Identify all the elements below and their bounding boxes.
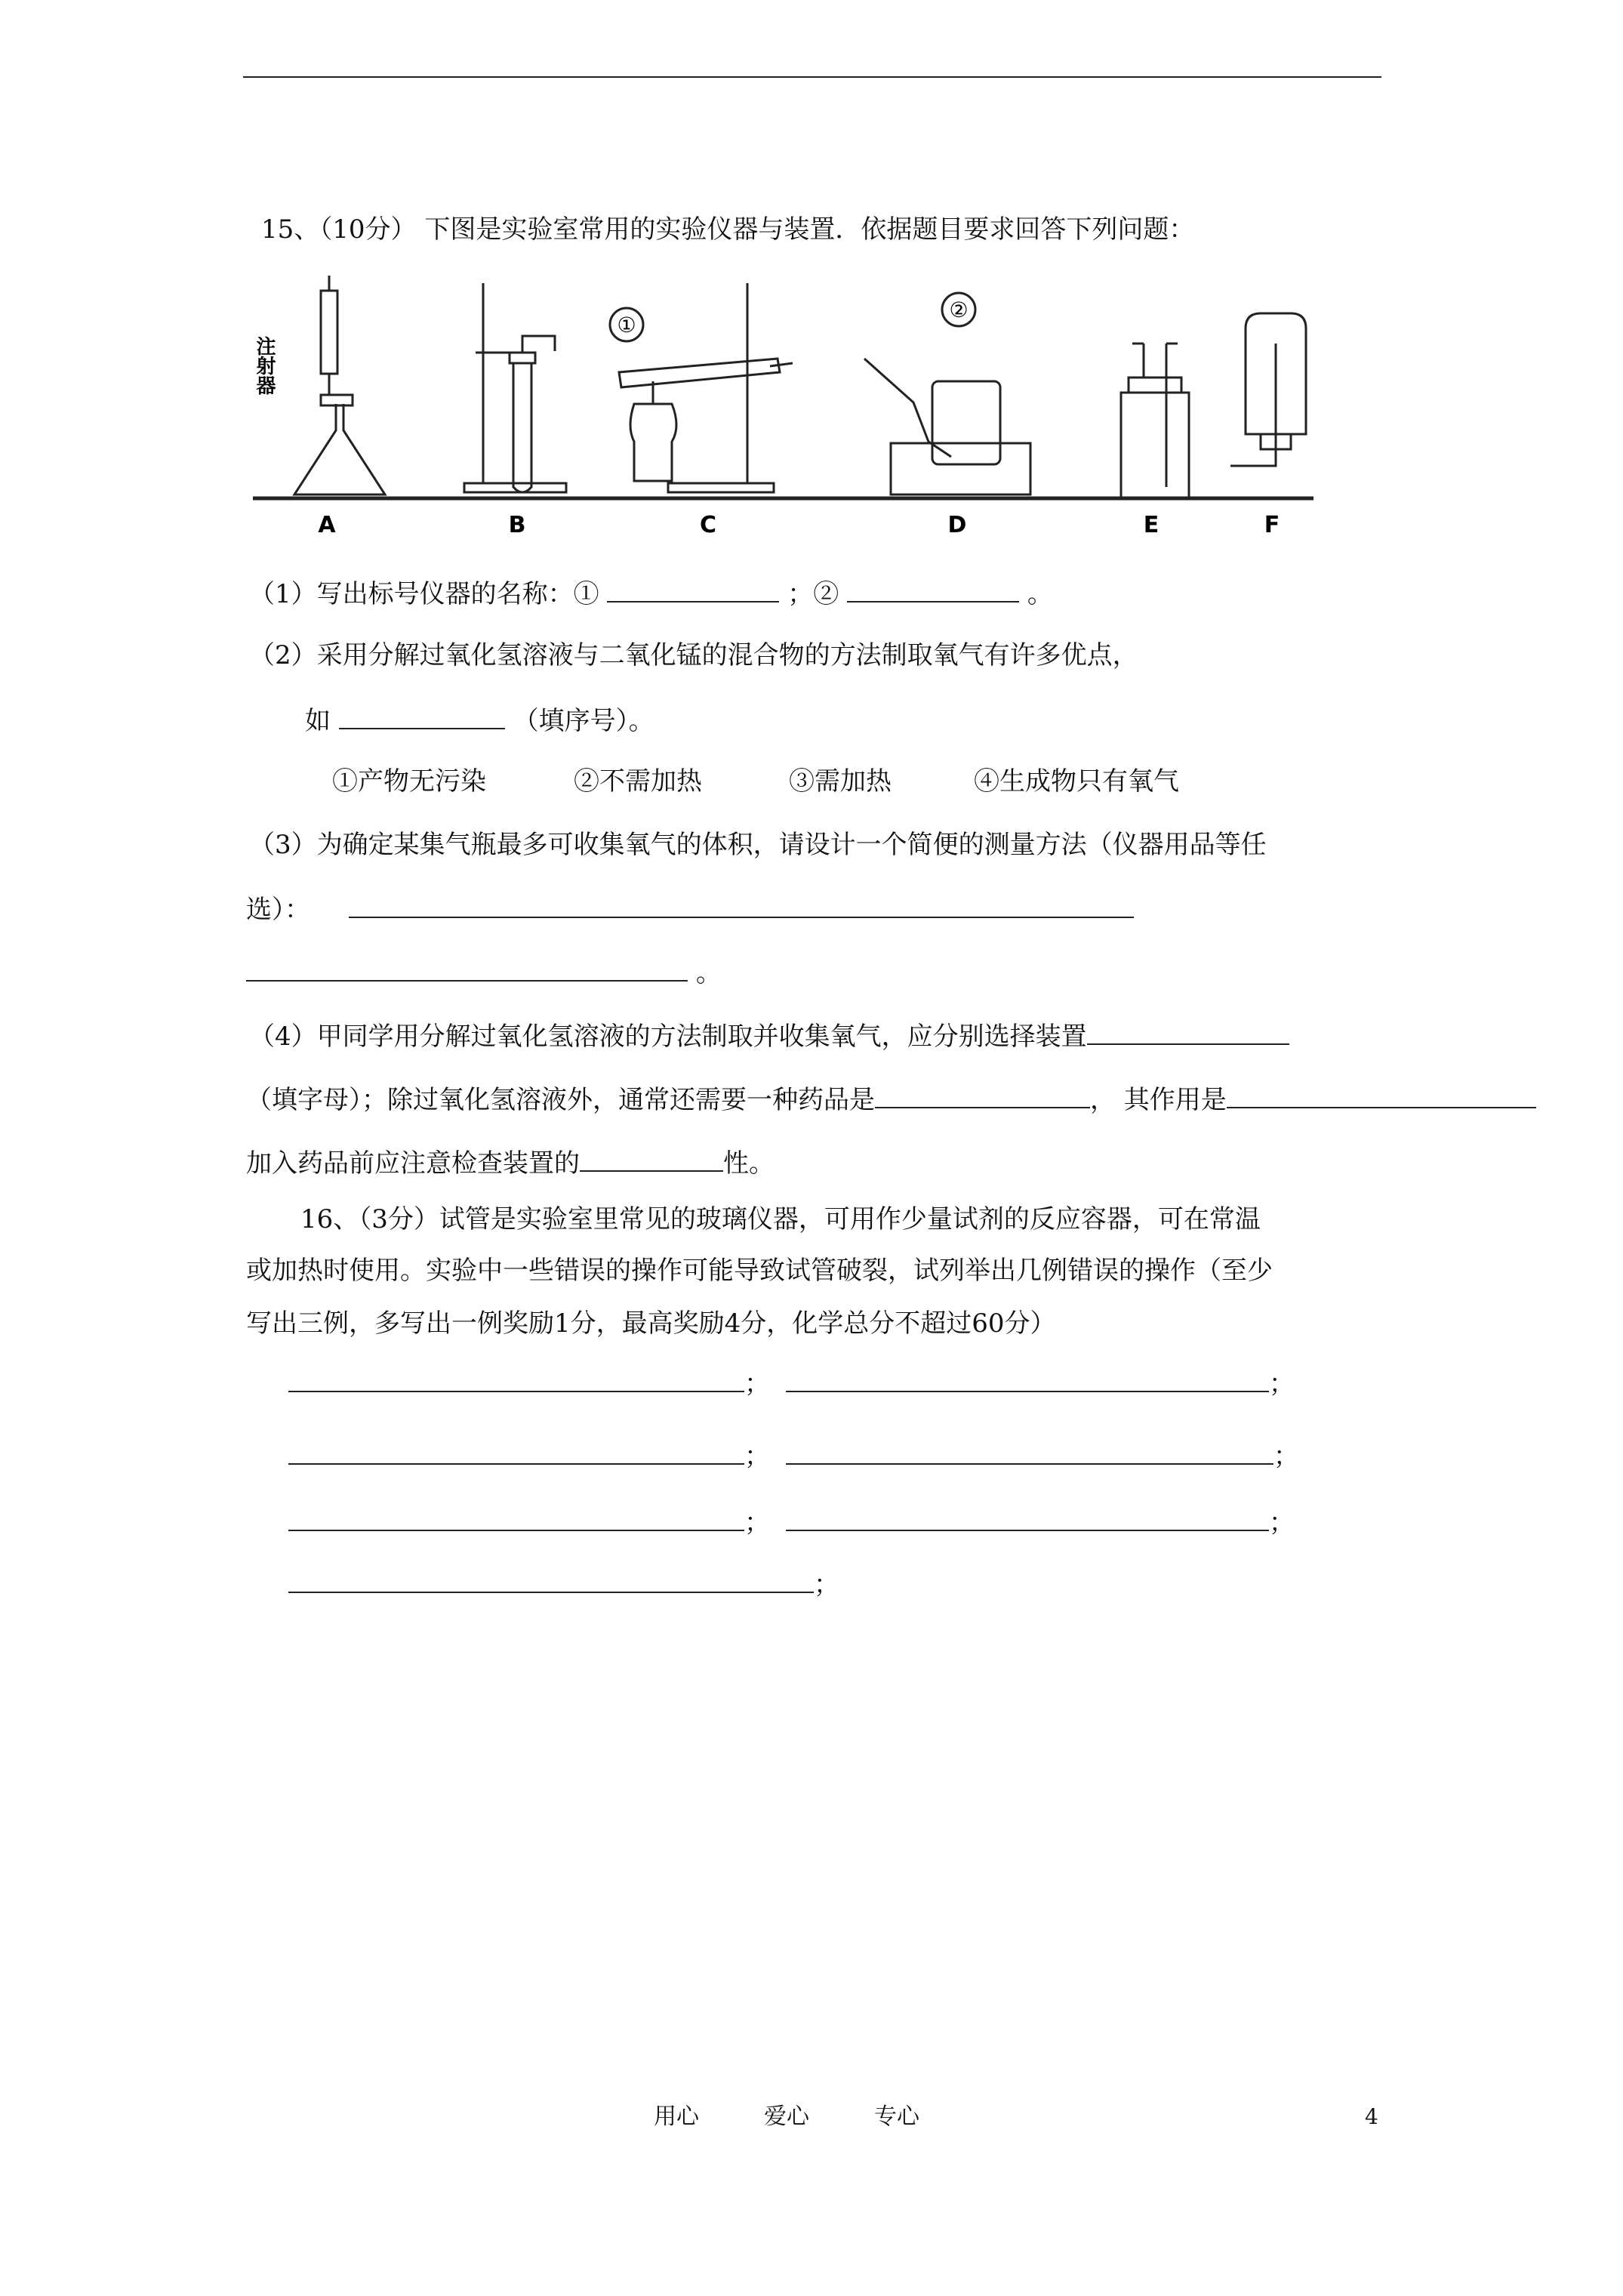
- circle-1-text: ①: [617, 313, 636, 337]
- answer-blank-12[interactable]: [288, 1438, 744, 1465]
- q15-part2-line1: （2）采用分解过氧化氢溶液与二氧化锰的混合物的方法制取氧气有许多优点，: [249, 640, 1138, 670]
- answer-blank-6[interactable]: [1087, 1018, 1289, 1045]
- letter-f: F: [1264, 512, 1280, 538]
- answer-blank-15[interactable]: [786, 1504, 1269, 1531]
- answer-blank-13[interactable]: [786, 1438, 1273, 1465]
- letter-a: A: [318, 512, 336, 538]
- circle-2-text: ②: [949, 297, 969, 322]
- answer-blank-8[interactable]: [1227, 1081, 1536, 1108]
- answer-blank-14[interactable]: [288, 1504, 744, 1531]
- lab-apparatus-figure: [249, 268, 1321, 540]
- answer-blank-3[interactable]: [339, 702, 505, 729]
- answer-blank-10[interactable]: [288, 1365, 744, 1392]
- semicolon: ；: [1273, 1441, 1299, 1472]
- test-tube-c: [619, 359, 780, 387]
- q15-option-4: ④生成物只有氧气: [974, 766, 1179, 797]
- syringe-label: 注射器: [253, 336, 276, 395]
- p1-prefix: （1）写出标号仪器的名称：①: [249, 579, 599, 609]
- q16-answer-row-3: [288, 1504, 1295, 1539]
- page-number: 4: [1365, 2104, 1378, 2129]
- q16-answer-row-4: [288, 1566, 839, 1601]
- p1-mid: ；②: [787, 579, 839, 609]
- answer-blank-9[interactable]: [580, 1145, 723, 1172]
- semicolon: ；: [744, 1441, 770, 1472]
- answer-blank-2[interactable]: [847, 575, 1019, 603]
- answer-blank-16[interactable]: [288, 1566, 814, 1593]
- wash-bottle-e: [1121, 393, 1189, 498]
- q16-line2: 或加热时使用。实验中一些错误的操作可能导致试管破裂，试列举出几例错误的操作（至少: [246, 1256, 1273, 1286]
- stand-base-c: [668, 483, 774, 492]
- q15-part1: [249, 575, 1053, 611]
- letter-b: B: [508, 512, 526, 538]
- semicolon: ；: [814, 1570, 839, 1600]
- p3-end: 。: [695, 958, 722, 988]
- semicolon: ；: [1268, 1508, 1295, 1538]
- p4-prefix: （4）甲同学用分解过氧化氢溶液的方法制取并收集氧气，应分别选择装置: [249, 1022, 1087, 1052]
- p4-d: 性。: [723, 1148, 775, 1179]
- answer-blank-11[interactable]: [786, 1365, 1269, 1392]
- q15-part3-line1: （3）为确定某集气瓶最多可收集氧气的体积，请设计一个简便的测量方法（仪器用品等任: [249, 830, 1267, 860]
- letter-d: D: [947, 512, 967, 538]
- water-trough-d: [891, 443, 1030, 495]
- semicolon: ；: [744, 1508, 770, 1538]
- footer-motto-2: 爱心: [764, 2103, 809, 2130]
- syringe-barrel-a: [321, 291, 337, 374]
- q15-option-1: ①产物无污染: [332, 766, 486, 797]
- semicolon: ；: [744, 1369, 770, 1399]
- p1-end: 。: [1027, 579, 1053, 609]
- answer-blank-7[interactable]: [875, 1081, 1090, 1108]
- q16-line1: 16、（3分）试管是实验室里常见的玻璃仪器，可用作少量试剂的反应容器，可在常温: [300, 1204, 1261, 1234]
- q15-option-2: ②不需加热: [574, 766, 702, 797]
- letter-c: C: [699, 512, 717, 538]
- p2-suffix: （填序号）。: [513, 706, 654, 736]
- alcohol-lamp-c: [630, 404, 676, 481]
- q15-part3-line2: [246, 891, 1134, 926]
- q15-part4-line2: [246, 1081, 1536, 1117]
- p2-prefix: 如: [305, 706, 331, 736]
- q16-line3: 写出三例，多写出一例奖励1分，最高奖励4分，化学总分不超过60分）: [246, 1308, 1056, 1339]
- flask-stopper-a: [321, 395, 353, 405]
- q15-part4-line3: [246, 1145, 775, 1180]
- p4-b: ， 其作用是: [1090, 1085, 1227, 1115]
- p3-prefix: 选）：: [246, 895, 310, 925]
- p4-a: （填字母）；除过氧化氢溶液外，通常还需要一种药品是: [246, 1085, 875, 1115]
- header-rule: [243, 76, 1381, 78]
- letter-e: E: [1143, 512, 1160, 538]
- apparatus-drawing: [249, 268, 1321, 540]
- footer-motto-3: 专心: [874, 2103, 919, 2130]
- q16-answer-row-1: [288, 1365, 1295, 1401]
- answer-blank-1[interactable]: [607, 575, 779, 603]
- test-tube-b: [513, 362, 531, 492]
- p4-c: 加入药品前应注意检查装置的: [246, 1148, 580, 1179]
- q15-option-3: ③需加热: [789, 766, 892, 797]
- q16-answer-row-2: [288, 1438, 1299, 1473]
- q15-part2-line2: [305, 702, 654, 738]
- conical-flask-a: [294, 404, 385, 495]
- q15-part4-line1: [249, 1018, 1289, 1053]
- q15-header: 15、（10分） 下图是实验室常用的实验仪器与装置．依据题目要求回答下列问题：: [261, 214, 1195, 245]
- q15-part3-line3: [246, 954, 722, 990]
- semicolon: ；: [1268, 1369, 1295, 1399]
- answer-blank-4[interactable]: [349, 891, 1134, 918]
- answer-blank-5[interactable]: [246, 954, 688, 982]
- footer-motto-1: 用心: [654, 2103, 699, 2130]
